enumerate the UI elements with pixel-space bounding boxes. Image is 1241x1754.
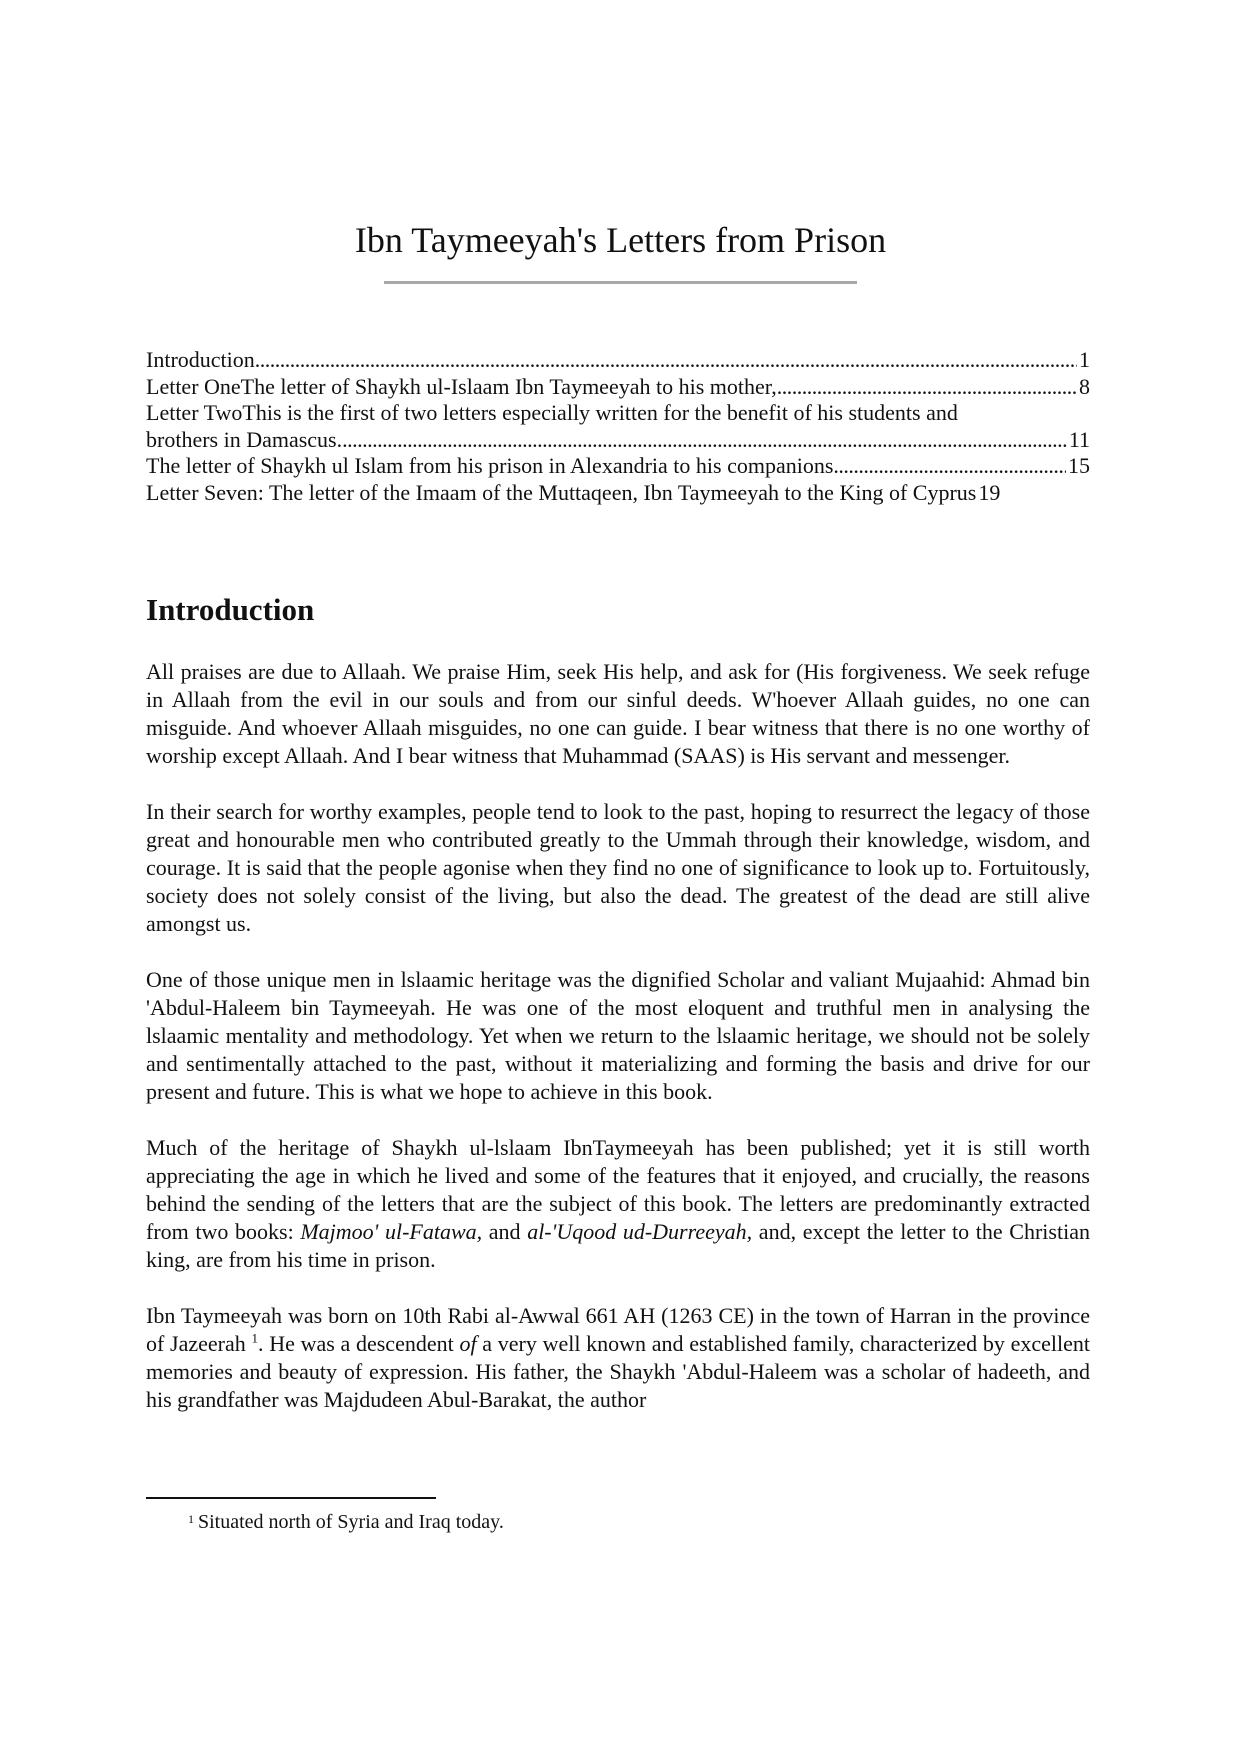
toc-page-number: 8 bbox=[1079, 373, 1090, 399]
footnote bbox=[188, 1506, 504, 1535]
footnote-text: Situated north of Syria and Iraq today. bbox=[198, 1511, 504, 1533]
title-divider bbox=[384, 281, 857, 284]
toc-entry-letter-two[interactable] bbox=[146, 400, 1090, 453]
toc-leader-dots bbox=[777, 374, 1077, 401]
paragraph-5: Ibn Taymeeyah was born on 10th Rabi al-Awwal 661 AH (1263 CE) in the town of Harran in the province of Jazeerah $^1$. He was a descendent of a very well known and established family, characterized by excellent memories and beauty of expression. His father, the Shaykh 'Abdul-Haleem was a scholar of hadeeth, and his grandfather was Majdudeen Abul-Barakat, the author bbox=[146, 1303, 1090, 1412]
toc-entry-text: The letter of Shaykh ul Islam from his prison in Alexandria to his companions bbox=[146, 453, 834, 478]
document-title: Ibn Taymeeyah's Letters from Prison bbox=[354, 220, 887, 260]
toc-page-number: 19 bbox=[978, 479, 1001, 505]
toc-page-number: 11 bbox=[1068, 426, 1090, 452]
toc-entry-alexandria-letter[interactable] bbox=[146, 453, 1090, 480]
toc-page-number: 1 bbox=[1079, 347, 1090, 372]
toc-entry-text: Letter TwoThis is the first of two letters especially written for the benefit of his students and bbox=[146, 400, 958, 425]
introduction-body bbox=[146, 658, 1090, 1414]
footnote-reference[interactable]: 1 bbox=[251, 1330, 258, 1346]
paragraph-1: All praises are due to Allaah. We praise Him, seek His help, and ask for (His forgiveness. We seek refuge in Allaah from the evil in our souls and from our sinful deeds. W'hoever Allaah guides, no one can misguide. And whoever Allaah misguides, no one can guide. I bear witness that there is no one worthy of worship except Allaah. And I bear witness that Muhammad (SAAS) is His servant and messenger. bbox=[146, 659, 1090, 768]
toc-leader-dots bbox=[255, 347, 1077, 374]
toc-entry-text: Introduction bbox=[146, 347, 255, 372]
footnote-divider bbox=[146, 1497, 436, 1499]
toc-entry-letter-one[interactable] bbox=[146, 374, 1090, 401]
table-of-contents bbox=[146, 347, 1090, 506]
toc-entry-text: Letter OneThe letter of Shaykh ul-Islaam Ibn Taymeeyah to his mother, bbox=[146, 373, 777, 399]
toc-leader-dots bbox=[833, 453, 1066, 480]
paragraph-4: Much of the heritage of Shaykh ul-lslaam IbnTaymeeyah has been published; yet it is still worth appreciating the age in which he lived and some of the features that it enjoyed, and crucially, the reasons behind the sending of the letters that are the subject of this book. The letters are predominantly extracted from two books: Majmoo' ul-Fatawa, and al-'Uqood ud-Durreeyah, and, except the letter to the Christian king, are from his time in prison. bbox=[146, 1135, 1090, 1272]
toc-leader-dots bbox=[342, 427, 1067, 454]
footnote-mark: 1 bbox=[188, 1512, 194, 1526]
paragraph-2: In their search for worthy examples, people tend to look to the past, hoping to resurrect the legacy of those great and honourable men who contributed greatly to the Ummah through their knowledge, wisdom, and courage. It is said that the people agonise when they find no one of significance to look up to. Fortuitously, society does not solely consist of the living, but also the dead. The greatest of the dead are still alive amongst us. bbox=[146, 799, 1090, 936]
toc-entry-text-continued: brothers in Damascus. bbox=[146, 426, 343, 452]
toc-entry-text: Letter Seven: The letter of the Imaam of the Muttaqeen, Ibn Taymeeyah to the King of Cyprus bbox=[146, 479, 977, 505]
toc-entry-letter-seven[interactable] bbox=[146, 480, 1090, 507]
book-title-majmoo: Majmoo' ul-Fatawa, bbox=[300, 1219, 483, 1244]
paragraph-3: One of those unique men in lslaamic heritage was the dignified Scholar and valiant Mujaahid: Ahmad bin 'Abdul-Haleem bin Taymeeyah. He was one of the most eloquent and truthful men in analysing the lslaamic mentality and methodology. Yet when we return to the lslaamic heritage, we should not be solely and sentimentally attached to the past, without it materializing and forming the basis and drive for our present and future. This is what we hope to achieve in this book. bbox=[146, 967, 1090, 1104]
toc-entry-introduction[interactable] bbox=[146, 347, 1090, 374]
book-title-uqood: al-'Uqood ud-Durreeyah, bbox=[527, 1219, 753, 1244]
section-heading-introduction: Introduction bbox=[146, 592, 315, 627]
toc-page-number: 15 bbox=[1068, 453, 1090, 478]
